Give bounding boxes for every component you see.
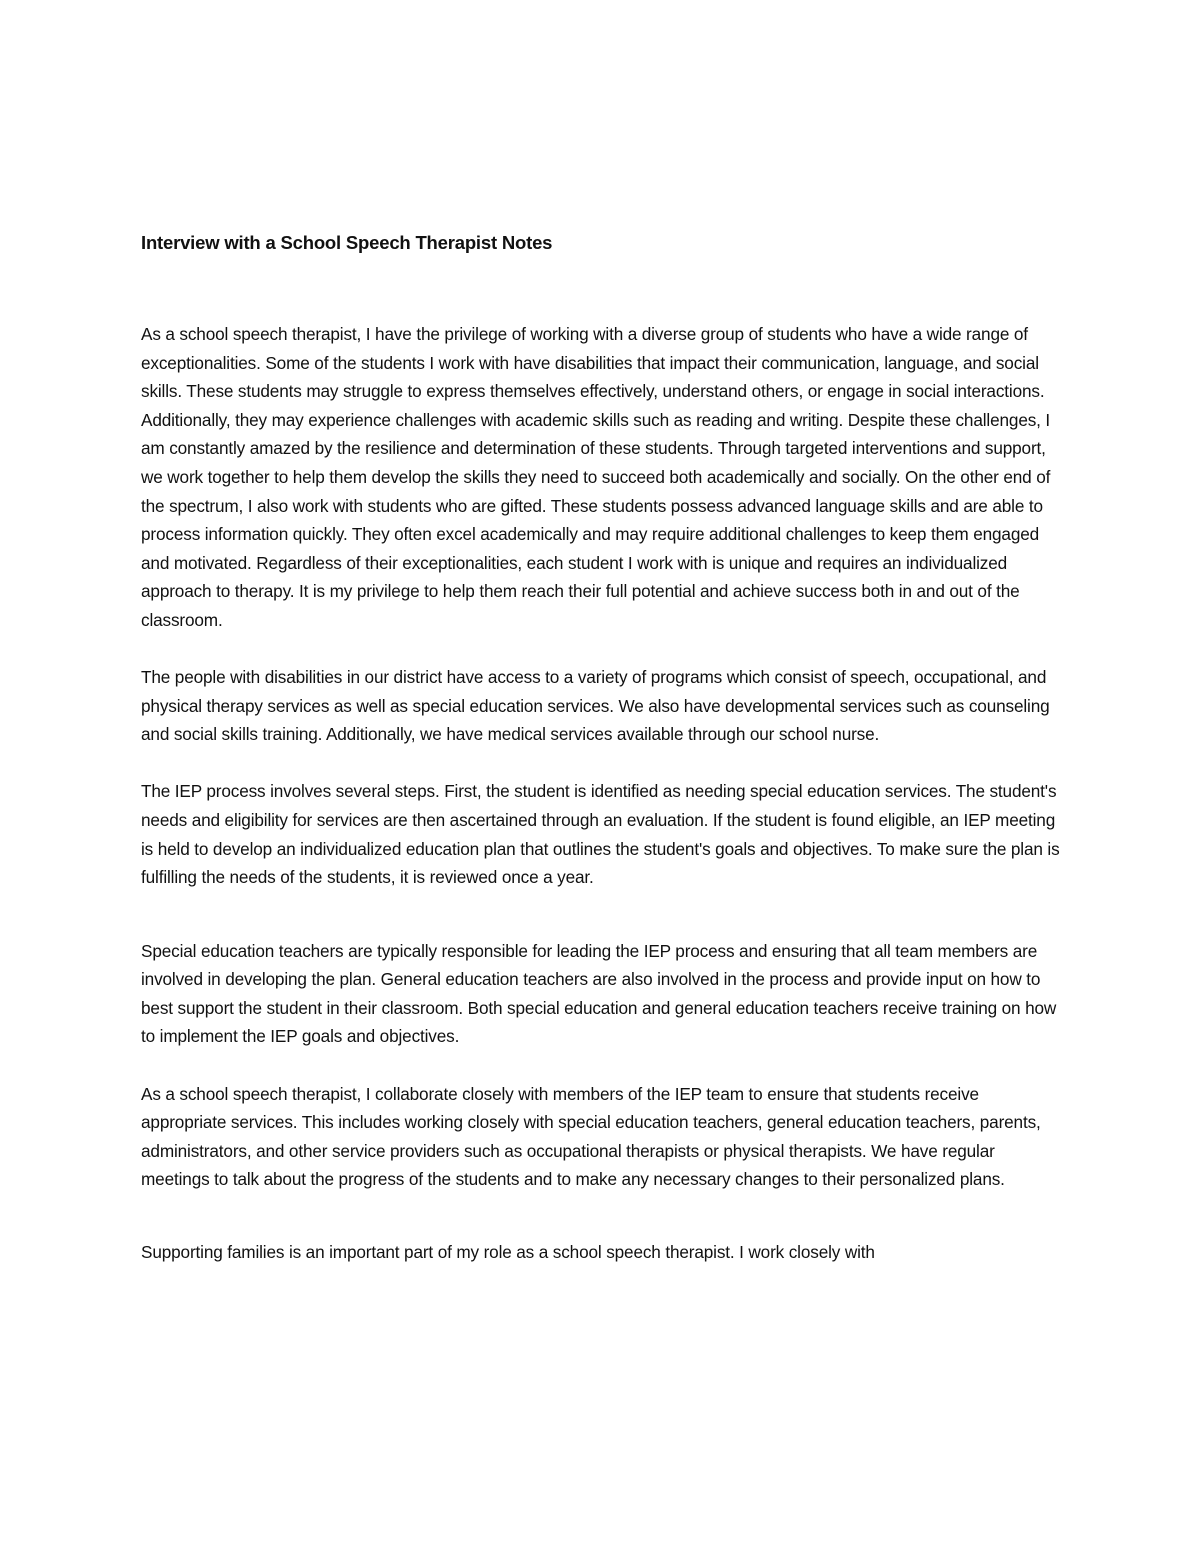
paragraph-iep-process: The IEP process involves several steps. First, the student is identified as needing special education services. The student's needs and eligibility for services are then ascertained through an evaluation. If the student is found eligible, an IEP meeting is held to develop an individualized education plan that outlines the student's goals and objectives. To make sure the plan is fulfilling the needs of the students, it is reviewed once a year. bbox=[141, 781, 1060, 888]
paragraph-exceptionalities: As a school speech therapist, I have the privilege of working with a diverse group of students who have a wide range of exceptionalities. Some of the students I work with have disabilities that impact their communication, language, and social skills. These students may struggle to express themselves effectively, understand others, or engage in social interactions. Additionally, they may experience challenges with academic skills such as reading and writing. Despite these challenges, I am constantly amazed by the resilience and determination of these students. Through targeted interventions and support, we work together to help them develop the skills they need to succeed both academically and socially. On the other end of the spectrum, I also work with students who are gifted. These students possess advanced language skills and are able to process information quickly. They often excel academically and may require additional challenges to keep them engaged and motivated. Regardless of their exceptionalities, each student I work with is unique and requires an individualized approach to therapy. It is my privilege to help them reach their full potential and achieve success both in and out of the classroom. bbox=[141, 324, 1051, 630]
paragraph-teacher-roles: Special education teachers are typically responsible for leading the IEP process and ensuring that all team members are involved in developing the plan. General education teachers are also involved in the process and provide input on how to best support the student in their classroom. Both special education and general education teachers receive training on how to implement the IEP goals and objectives. bbox=[141, 940, 1057, 1047]
paragraph-collaboration: As a school speech therapist, I collaborate closely with members of the IEP team to ensure that students receive appropriate services. This includes working closely with special education teachers, general education teachers, parents, administrators, and other service providers such as occupational therapists or physical therapists. We have regular meetings to talk about the progress of the students and to make any necessary changes to their personalized plans. bbox=[141, 1083, 1041, 1190]
paragraph-supporting-families: Supporting families is an important part of my role as a school speech therapist. I work closely with bbox=[141, 1241, 875, 1262]
document-title: Interview with a School Speech Therapist Notes bbox=[141, 232, 553, 253]
paragraph-district-programs: The people with disabilities in our district have access to a variety of programs which consist of speech, occupational, and physical therapy services as well as special education services. We also have developmental services such as counseling and social skills training. Additionally, we have medical services available through our school nurse. bbox=[141, 667, 1050, 745]
document-body bbox=[141, 229, 1066, 1267]
